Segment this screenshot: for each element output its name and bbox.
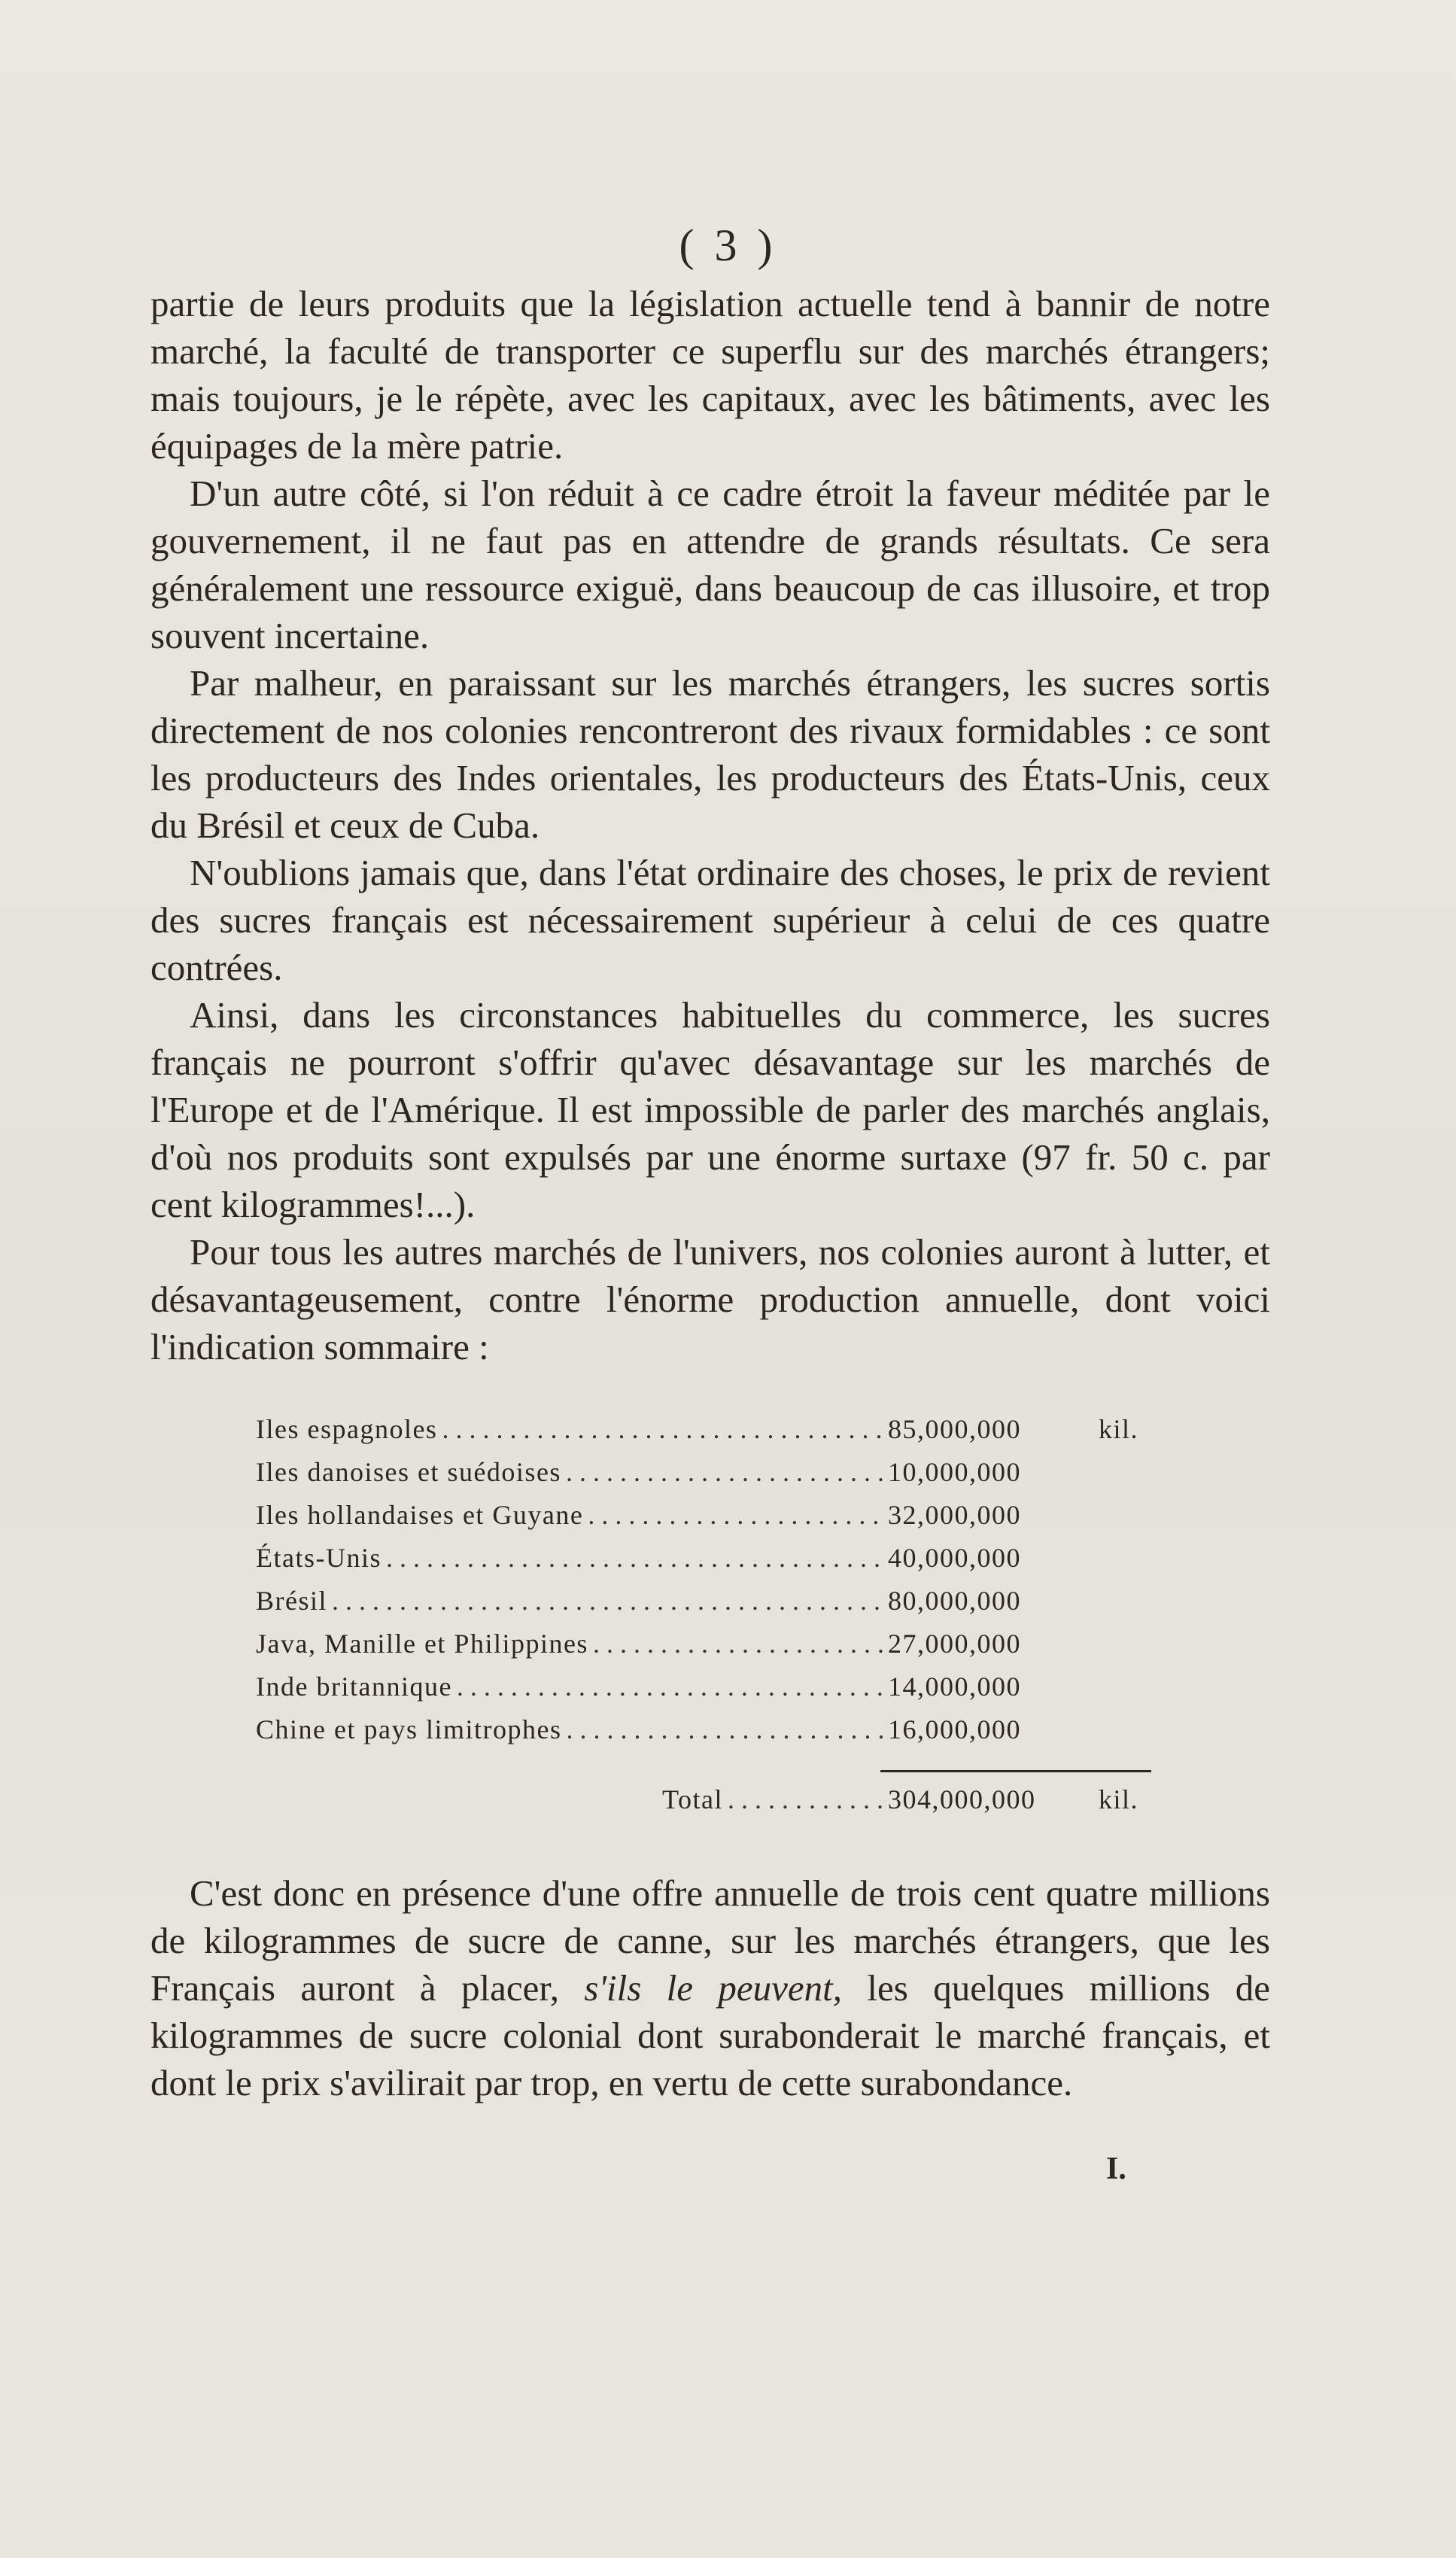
row-unit: kil. bbox=[1099, 1414, 1139, 1444]
paragraph-3: Par malheur, en paraissant sur les marchés étrangers, les sucres sortis directement de nos colonies rencontreront des rivaux formidables : ce sont les producteurs des Indes orientales, les producteurs des États-Unis, ceux du Brésil et ceux de Cuba. bbox=[150, 662, 1270, 846]
total-value: 304,000,000 bbox=[888, 1784, 1036, 1814]
row-value: 10,000,000 bbox=[888, 1457, 1021, 1487]
paragraph-5: Ainsi, dans les circonstances habituelles du commerce, les sucres français ne pourront s'offrir qu'avec désavantage sur les marchés de l'Europe et de l'Amérique. Il est impossible de parler des marchés anglais, d'où nos produits sont expulsés par une énorme surtaxe (97 fr. 50 c. par cent kilogrammes!...). bbox=[150, 994, 1270, 1225]
row-value: 32,000,000 bbox=[888, 1500, 1021, 1530]
closing-text-before: C'est donc en présence d'une offre annuelle de trois cent quatre millions de kilogrammes de sucre de canne, sur les marchés étrangers, que les Français auront à placer, bbox=[150, 1872, 1270, 2009]
closing-text-emphasis: s'ils le peuvent, bbox=[584, 1967, 842, 2009]
total-unit: kil. bbox=[1099, 1784, 1139, 1814]
body-text-upper bbox=[150, 280, 1270, 1370]
table-row bbox=[256, 1714, 1170, 1757]
paragraph-2: D'un autre côté, si l'on réduit à ce cadre étroit la faveur méditée par le gouvernement, il ne faut pas en attendre de grands résultats. Ce sera généralement une ressource exiguë, dans beaucoup de cas illusoire, et trop souvent incertaine. bbox=[150, 473, 1270, 656]
row-label: Inde britannique bbox=[256, 1671, 452, 1702]
row-label: Brésil bbox=[256, 1586, 327, 1616]
row-label: Iles hollandaises et Guyane bbox=[256, 1500, 584, 1530]
leader-dots bbox=[728, 1784, 883, 1815]
paragraph-1: partie de leurs produits que la législation actuelle tend à bannir de notre marché, la faculté de transporter ce superflu sur des marchés étrangers; mais toujours, je le répète, avec les capitaux, avec les bâtiments, avec les équipages de la mère patrie. bbox=[150, 283, 1270, 467]
row-label: Iles danoises et suédoises bbox=[256, 1457, 561, 1487]
leader-dots bbox=[566, 1456, 883, 1488]
row-value: 27,000,000 bbox=[888, 1629, 1021, 1659]
total-rule bbox=[880, 1770, 1151, 1772]
table-row bbox=[256, 1542, 1170, 1585]
closing-text-after: les quelques millions de kilogrammes de sucre colonial dont surabonderait le marché français, et dont le prix s'avilirait par trop, en vertu de cette surabondance. bbox=[150, 1967, 1271, 2103]
body-text-lower bbox=[150, 1869, 1270, 2106]
total-label: Total bbox=[662, 1784, 723, 1814]
row-value: 40,000,000 bbox=[888, 1543, 1021, 1573]
leader-dots bbox=[566, 1714, 883, 1745]
table-row bbox=[256, 1413, 1170, 1456]
leader-dots bbox=[457, 1671, 883, 1702]
leader-dots bbox=[593, 1628, 883, 1659]
row-value: 80,000,000 bbox=[888, 1586, 1021, 1616]
page-number: ( 3 ) bbox=[679, 221, 777, 270]
table-row bbox=[256, 1585, 1170, 1628]
leader-dots bbox=[386, 1542, 883, 1574]
row-label: Java, Manille et Philippines bbox=[256, 1629, 588, 1659]
table-row bbox=[256, 1628, 1170, 1671]
row-value: 85,000,000 bbox=[888, 1414, 1021, 1444]
paragraph-6: Pour tous les autres marchés de l'univers, nos colonies auront à lutter, et désavantageusement, contre l'énorme production annuelle, dont voici l'indication sommaire : bbox=[150, 1231, 1270, 1367]
table-row bbox=[256, 1499, 1170, 1542]
table-row bbox=[256, 1456, 1170, 1499]
row-label: États-Unis bbox=[256, 1543, 381, 1573]
row-label: Chine et pays limitrophes bbox=[256, 1714, 562, 1744]
table-row bbox=[256, 1671, 1170, 1714]
production-table bbox=[256, 1413, 1170, 1757]
leader-dots bbox=[588, 1499, 883, 1531]
leader-dots bbox=[442, 1413, 883, 1445]
closing-paragraph bbox=[150, 1869, 1270, 2106]
row-value: 16,000,000 bbox=[888, 1714, 1021, 1744]
paragraph-4: N'oublions jamais que, dans l'état ordinaire des choses, le prix de revient des sucres français est nécessairement supérieur à celui de ces quatre contrées. bbox=[150, 852, 1270, 988]
row-label: Iles espagnoles bbox=[256, 1414, 438, 1444]
row-value: 14,000,000 bbox=[888, 1671, 1021, 1702]
total-row bbox=[662, 1784, 1170, 1826]
signature-mark: I. bbox=[1106, 2152, 1126, 2186]
leader-dots bbox=[332, 1585, 883, 1617]
